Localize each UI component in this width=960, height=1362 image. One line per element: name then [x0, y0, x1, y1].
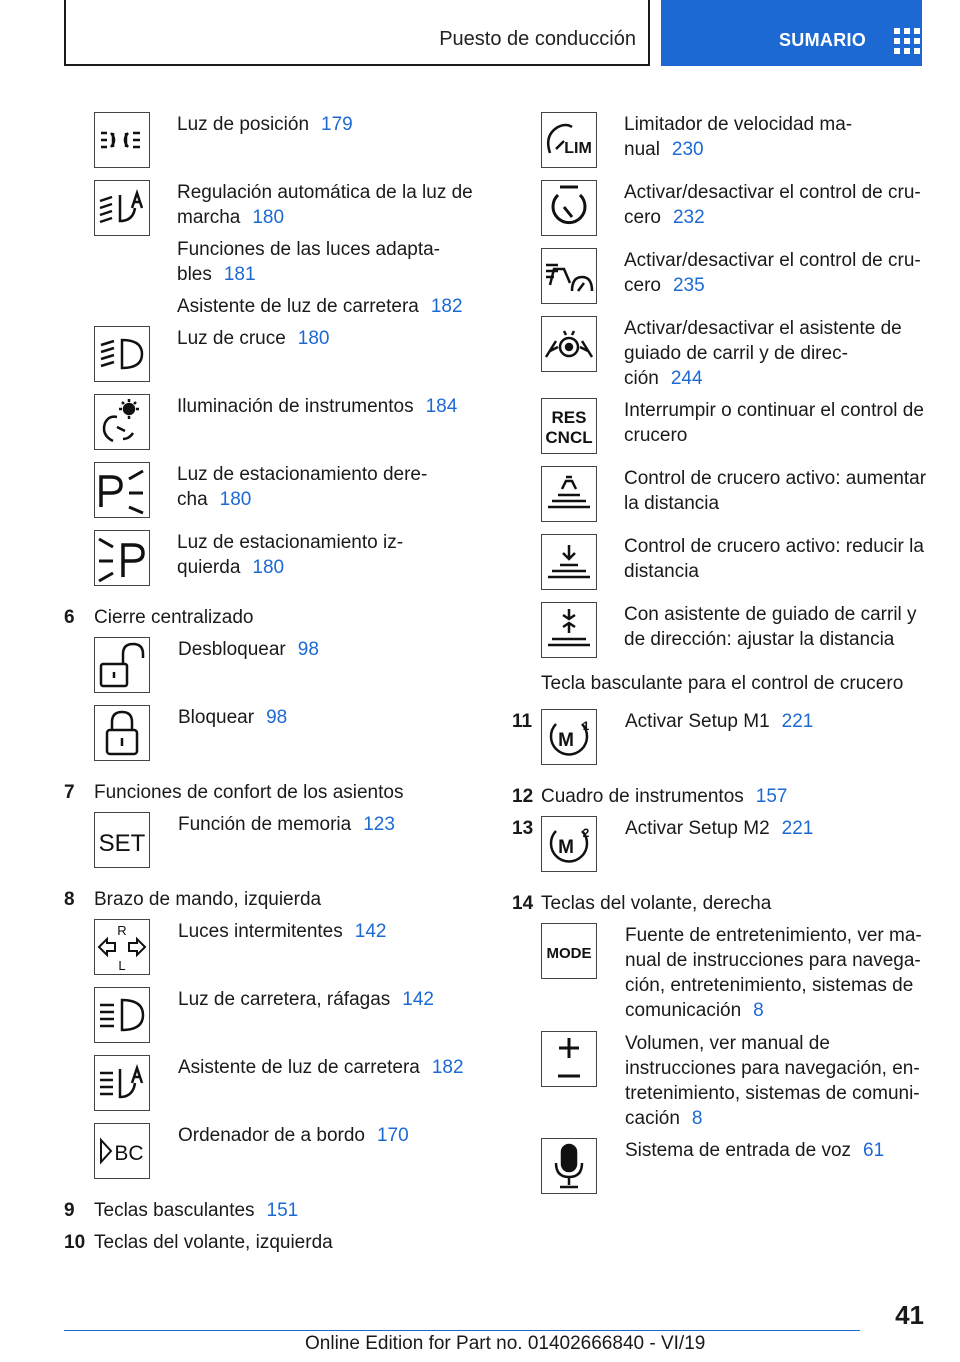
list-item: Luz de estacionamiento iz- quierda 180 — [177, 532, 404, 578]
rocker-label: Tecla basculante para el control de crucero — [541, 673, 904, 694]
item-number: 13 — [512, 818, 534, 839]
microphone-icon — [541, 1138, 597, 1194]
sumario-label: SUMARIO — [779, 30, 867, 50]
lane-distance-icon — [541, 602, 597, 658]
svg-text:SET: SET — [98, 830, 146, 857]
svg-text:M: M — [558, 730, 574, 751]
page-ref-link[interactable]: 182 — [430, 296, 463, 317]
page-ref-link[interactable]: 157 — [755, 786, 788, 807]
page-ref-link[interactable]: 179 — [321, 114, 353, 135]
onboard-computer-icon — [94, 1123, 150, 1179]
svg-text:LIM: LIM — [564, 140, 592, 157]
item-title: Teclas del volante, derecha — [541, 893, 772, 914]
right-parking-light-icon — [94, 462, 150, 518]
page-ref-link[interactable]: 8 — [753, 1000, 764, 1021]
footer-divider — [64, 1330, 860, 1331]
svg-text:RES: RES — [551, 408, 587, 427]
list-item: Con asistente de guiado de carril y de dirección: ajustar la distancia — [624, 604, 917, 650]
item-number: 7 — [64, 782, 75, 803]
list-item: Luz de cruce 180 — [177, 328, 330, 349]
distance-decrease-icon — [541, 534, 597, 590]
high-beam-icon — [94, 987, 150, 1043]
list-item: Luz de carretera, ráfagas 142 — [178, 989, 434, 1010]
list-item: Luz de posición 179 — [177, 114, 353, 135]
set-icon — [94, 812, 150, 868]
item-title: Cierre centralizado — [94, 607, 254, 628]
active-cruise-control-icon — [541, 248, 597, 304]
page-header — [64, 0, 922, 66]
item-number: 10 — [64, 1232, 86, 1253]
page-ref-link[interactable]: 142 — [354, 921, 387, 942]
list-item: Sistema de entrada de voz 61 — [625, 1140, 885, 1161]
instrument-lighting-icon — [94, 394, 150, 450]
distance-increase-icon — [541, 466, 597, 522]
svg-text:BC: BC — [114, 1142, 144, 1165]
list-item: Asistente de luz de carretera 182 — [177, 296, 463, 317]
page-ref-link[interactable]: 232 — [672, 207, 705, 228]
list-item: Activar/desactivar el asistente de guiado de carril y de direc- ción 244 — [624, 318, 902, 389]
list-item: Desbloquear 98 — [178, 639, 319, 660]
page-ref-link[interactable]: 181 — [223, 264, 256, 285]
list-item: Luces intermitentes 142 — [178, 921, 387, 942]
item-title: Teclas basculantes 151 — [94, 1200, 299, 1221]
left-parking-light-icon — [94, 530, 150, 586]
sumario-button[interactable] — [661, 0, 922, 66]
item-title: Funciones de confort de los asientos — [94, 782, 404, 803]
speed-limiter-icon — [541, 112, 597, 168]
list-item: Función de memoria 123 — [178, 814, 395, 835]
page-ref-link[interactable]: 235 — [672, 275, 705, 296]
page-number: 41 — [895, 1300, 924, 1330]
page-ref-link[interactable]: 221 — [781, 711, 814, 732]
list-item: Fuente de entretenimiento, ver ma- nual de instrucciones para navega- ción, entretenimiento, sistemas de comunicación 8 — [625, 925, 922, 1021]
page-ref-link[interactable]: 61 — [863, 1140, 885, 1161]
page-ref-link[interactable]: 180 — [219, 489, 252, 510]
page-ref-link[interactable]: 8 — [691, 1108, 703, 1129]
list-item: Control de crucero activo: aumentar la distancia — [624, 468, 927, 514]
unlock-icon — [94, 637, 150, 693]
list-item: Activar/desactivar el control de cru- cero 232 — [624, 182, 921, 228]
svg-text:R: R — [117, 923, 127, 938]
list-item: Interrumpir o continuar el control de crucero — [624, 400, 924, 446]
item-title: Cuadro de instrumentos 157 — [541, 786, 788, 807]
lock-icon — [94, 705, 150, 761]
list-item: Asistente de luz de carretera 182 — [178, 1057, 464, 1078]
lane-assist-icon — [541, 316, 597, 372]
list-item: Activar Setup M1 221 — [625, 711, 814, 732]
page-ref-link[interactable]: 180 — [297, 328, 330, 349]
grid-menu-icon — [894, 28, 920, 54]
mode-icon — [541, 923, 597, 979]
volume-icon — [541, 1031, 597, 1087]
list-item: Activar/desactivar el control de cru- cero 235 — [624, 250, 921, 296]
item-number: 11 — [512, 711, 533, 732]
turn-signal-icon — [94, 919, 150, 975]
section-tab — [64, 0, 650, 66]
page-ref-link[interactable]: 142 — [402, 989, 434, 1010]
list-item: Limitador de velocidad ma- nual 230 — [624, 114, 853, 160]
low-beam-icon — [94, 326, 150, 382]
edition-text: Online Edition for Part no. 01402666840 - VI/19 — [305, 1333, 706, 1354]
item-number: 12 — [512, 786, 534, 807]
page-ref-link[interactable]: 182 — [431, 1057, 464, 1078]
cruise-control-icon — [541, 180, 597, 236]
list-item: Iluminación de instrumentos 184 — [177, 396, 458, 417]
setup-m2-icon — [541, 816, 597, 872]
svg-text:MODE: MODE — [546, 945, 592, 962]
page-ref-link[interactable]: 98 — [297, 639, 319, 660]
list-item: Control de crucero activo: reducir la distancia — [624, 536, 924, 582]
item-number: 8 — [64, 889, 75, 910]
setup-m1-icon — [541, 709, 597, 765]
item-number: 6 — [64, 607, 75, 628]
page-ref-link[interactable]: 244 — [670, 368, 703, 389]
page-ref-link[interactable]: 123 — [363, 814, 395, 835]
list-item: Bloquear 98 — [178, 707, 288, 728]
page-ref-link[interactable]: 230 — [671, 139, 704, 160]
svg-text:2: 2 — [582, 826, 590, 840]
list-item: Volumen, ver manual de instrucciones para navegación, en- tretenimiento, sistemas de comuni- cación 8 — [625, 1033, 920, 1129]
high-beam-assistant-icon — [94, 1055, 150, 1111]
svg-text:M: M — [558, 837, 574, 858]
page-ref-link[interactable]: 151 — [266, 1200, 299, 1221]
page-ref-link[interactable]: 180 — [252, 557, 285, 578]
page-ref-link[interactable]: 170 — [376, 1125, 409, 1146]
page-ref-link[interactable]: 184 — [425, 396, 458, 417]
page-ref-link[interactable]: 180 — [252, 207, 285, 228]
position-light-icon — [94, 112, 150, 168]
item-number: 14 — [512, 893, 534, 914]
page-ref-link[interactable]: 221 — [781, 818, 814, 839]
list-item: Activar Setup M2 221 — [625, 818, 814, 839]
res-cncl-icon — [541, 398, 597, 454]
svg-text:1: 1 — [582, 719, 590, 733]
page-ref-link[interactable]: 98 — [266, 707, 288, 728]
svg-text:CNCL: CNCL — [545, 428, 593, 447]
svg-text:L: L — [118, 958, 126, 973]
list-item: Ordenador de a bordo 170 — [178, 1125, 409, 1146]
item-title: Teclas del volante, izquierda — [94, 1232, 333, 1253]
auto-headlight-icon — [94, 180, 150, 236]
list-item: Regulación automática de la luz de marcha 180 — [177, 182, 473, 228]
item-number: 9 — [64, 1200, 75, 1221]
list-item: Luz de estacionamiento dere- cha 180 — [177, 464, 428, 510]
list-item: Funciones de las luces adapta- bles 181 — [177, 239, 440, 285]
item-title: Brazo de mando, izquierda — [94, 889, 322, 910]
section-title: Puesto de conducción — [439, 28, 636, 50]
